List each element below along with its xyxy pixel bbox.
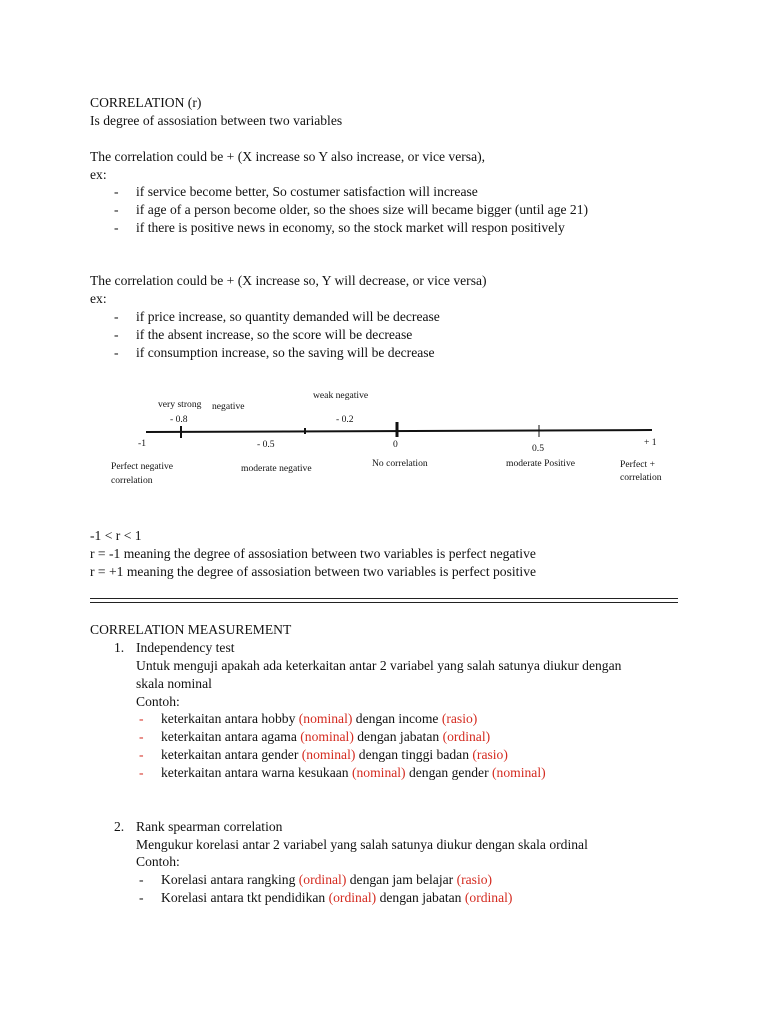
bullet-dash: - xyxy=(114,220,119,235)
label-no-correlation: No correlation xyxy=(372,458,428,469)
bullet-dash: - xyxy=(139,711,144,726)
tick-label-p05: 0.5 xyxy=(532,443,544,454)
positive-intro: The correlation could be + (X increase so Y also increase, or vice versa), xyxy=(90,149,486,164)
negative-intro: The correlation could be + (X increase so, Y will decrease, or vice versa) xyxy=(90,273,487,288)
bullet-dash: - xyxy=(139,747,144,762)
tick-label-m05: - 0.5 xyxy=(257,439,275,450)
bullet-dash: - xyxy=(114,327,119,342)
section-title-measurement: CORRELATION MEASUREMENT xyxy=(90,622,292,637)
bullet-dash: - xyxy=(114,309,119,324)
list-item: if price increase, so quantity demanded will be decrease xyxy=(136,309,440,324)
list-item: Korelasi antara tkt pendidikan (ordinal) dengan jabatan (ordinal) xyxy=(161,890,513,905)
label-m02: - 0.2 xyxy=(336,414,354,425)
label-negative: negative xyxy=(212,401,245,412)
list-item: keterkaitan antara hobby (nominal) dengan income (rasio) xyxy=(161,711,478,726)
item-description: Untuk menguji apakah ada keterkaitan antar 2 variabel yang salah satunya diukur dengan xyxy=(136,658,622,673)
label-very-strong: very strong xyxy=(158,399,202,410)
range-perfect-positive: r = +1 meaning the degree of assosiation between two variables is perfect positive xyxy=(90,564,537,579)
list-item: if age of a person become older, so the shoes size will became bigger (until age 21) xyxy=(136,202,589,217)
list-item: keterkaitan antara agama (nominal) dengan jabatan (ordinal) xyxy=(161,729,491,744)
label-m08: - 0.8 xyxy=(170,414,188,425)
bullet-dash: - xyxy=(114,202,119,217)
tick-label-m1: -1 xyxy=(138,438,146,449)
item-description-cont: skala nominal xyxy=(136,676,212,691)
bullet-dash: - xyxy=(139,729,144,744)
bullet-dash: - xyxy=(139,890,144,905)
ex-label: ex: xyxy=(90,167,107,182)
correlation-scale-diagram xyxy=(100,384,690,494)
item-number: 1. xyxy=(114,640,125,655)
definition-text: Is degree of assosiation between two variables xyxy=(90,113,343,128)
bullet-dash: - xyxy=(114,184,119,199)
tick-label-p1: + 1 xyxy=(644,437,657,448)
list-item: if service become better, So costumer satisfaction will increase xyxy=(136,184,478,199)
label-moderate-negative: moderate negative xyxy=(241,463,312,474)
range-inequality: -1 < r < 1 xyxy=(90,528,142,543)
range-perfect-negative: r = -1 meaning the degree of assosiation between two variables is perfect negative xyxy=(90,546,536,561)
label-weak-negative: weak negative xyxy=(313,390,369,401)
label-perfect-positive: Perfect + xyxy=(620,459,655,470)
list-item: keterkaitan antara warna kesukaan (nominal) dengan gender (nominal) xyxy=(161,765,546,780)
item-title: Independency test xyxy=(136,640,235,655)
section-divider-top xyxy=(90,598,678,599)
item-number: 2. xyxy=(114,819,125,834)
section-title: CORRELATION (r) xyxy=(90,95,202,110)
bullet-dash: - xyxy=(139,765,144,780)
item-title: Rank spearman correlation xyxy=(136,819,283,834)
ex-label: ex: xyxy=(90,291,107,306)
label-moderate-positive: moderate Positive xyxy=(506,458,576,469)
list-item: if the absent increase, so the score will be decrease xyxy=(136,327,413,342)
contoh-label: Contoh: xyxy=(136,854,180,869)
scale-axis-line xyxy=(146,430,652,432)
section-divider-bottom xyxy=(90,602,678,603)
bullet-dash: - xyxy=(139,872,144,887)
label-perfect-negative: Perfect negative xyxy=(111,461,174,472)
label-perfect-negative-2: correlation xyxy=(111,475,153,486)
contoh-label: Contoh: xyxy=(136,694,180,709)
list-item: if there is positive news in economy, so the stock market will respon positively xyxy=(136,220,565,235)
list-item: keterkaitan antara gender (nominal) dengan tinggi badan (rasio) xyxy=(161,747,508,762)
item-description: Mengukur korelasi antar 2 variabel yang salah satunya diukur dengan skala ordinal xyxy=(136,837,588,852)
bullet-dash: - xyxy=(114,345,119,360)
tick-label-zero: 0 xyxy=(393,439,398,450)
label-perfect-positive-2: correlation xyxy=(620,472,662,483)
list-item: if consumption increase, so the saving will be decrease xyxy=(136,345,435,360)
list-item: Korelasi antara rangking (ordinal) dengan jam belajar (rasio) xyxy=(161,872,493,887)
